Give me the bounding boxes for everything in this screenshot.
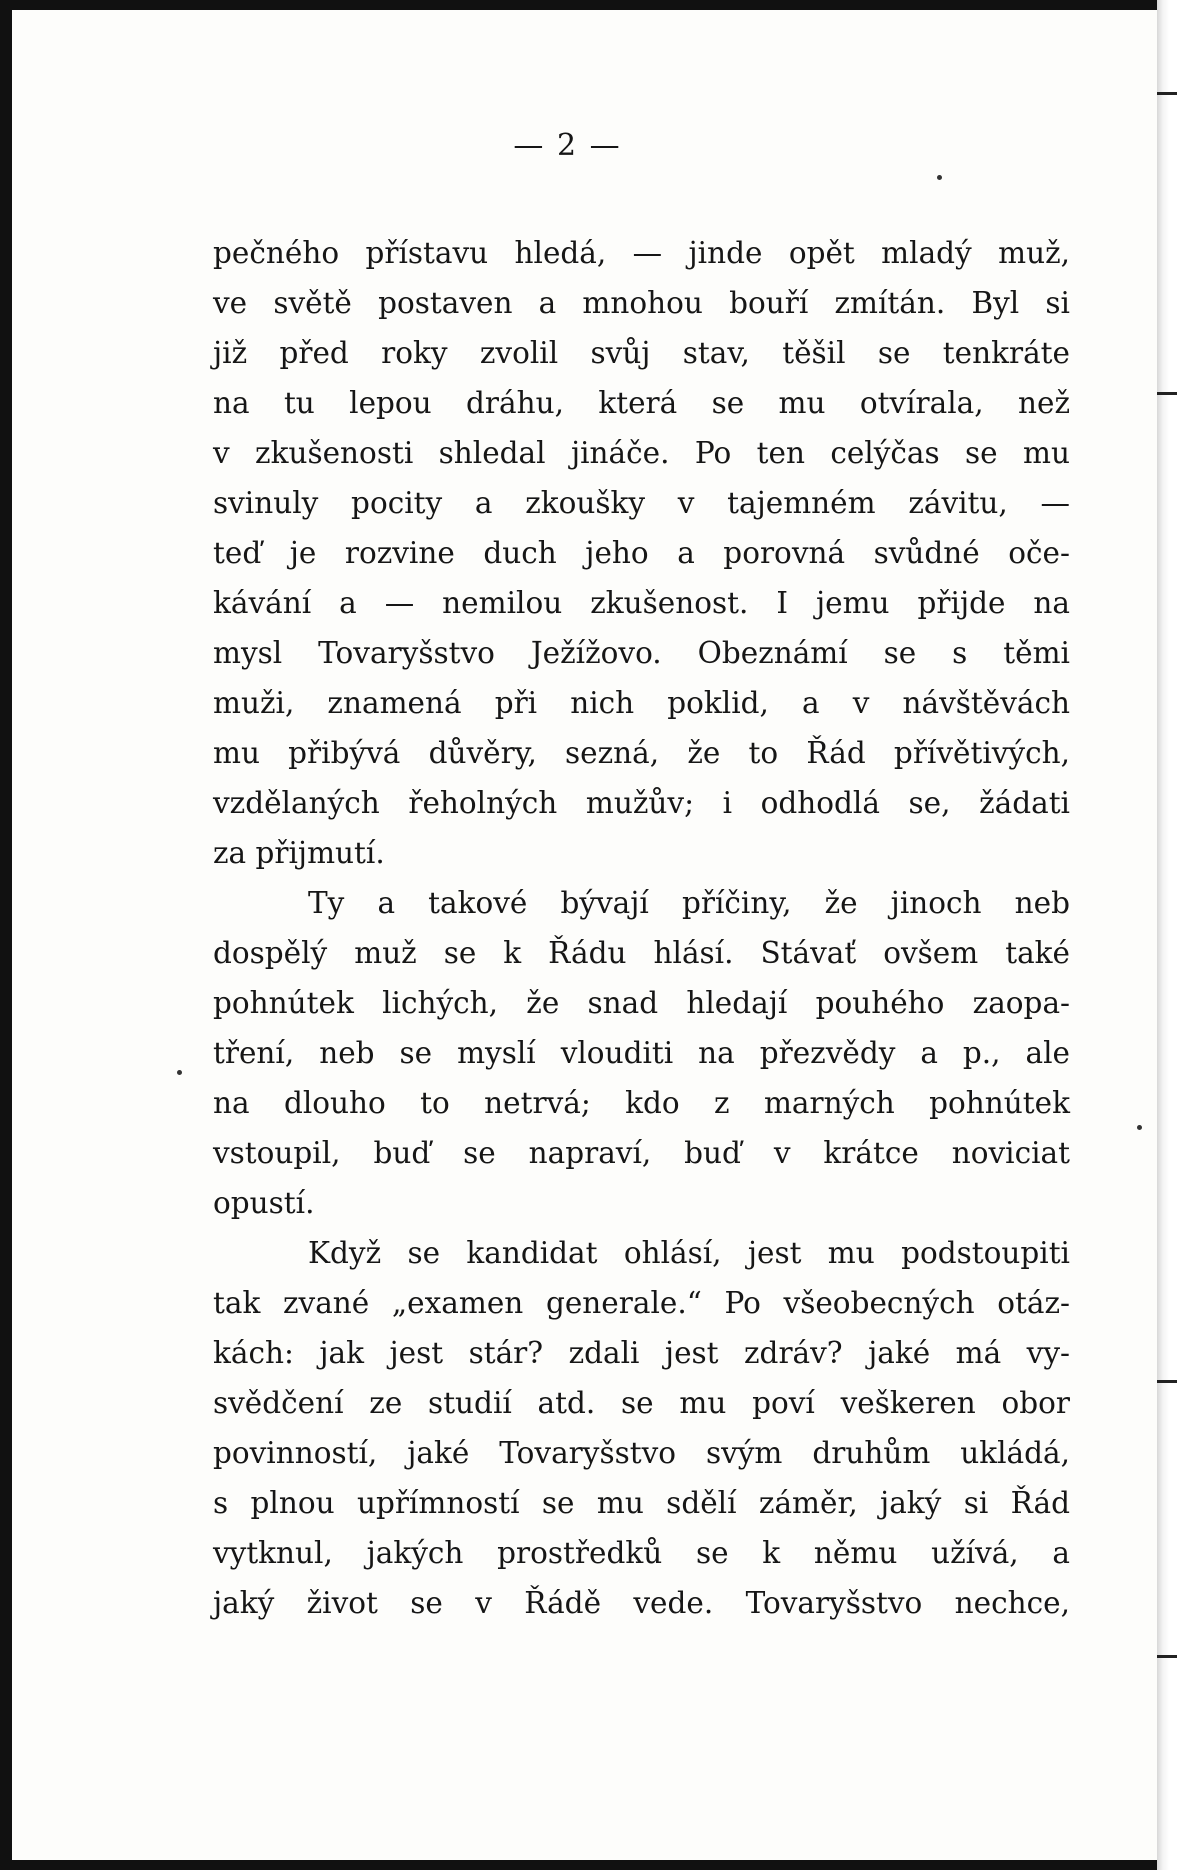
text-line: dospělý muž se k Řádu hlásí. Stávať ovšem také	[213, 936, 1070, 970]
print-speck	[937, 175, 942, 180]
text-line: mysl Tovaryšstvo Ježížovo. Obeznámí se s těmi	[213, 636, 1070, 670]
scan-border-right	[1157, 0, 1177, 1870]
text-line: kávání a — nemilou zkušenost. I jemu přijde na	[213, 586, 1070, 620]
text-line: jaký život se v Řádě vede. Tovaryšstvo nechce,	[213, 1586, 1070, 1620]
text-line: vstoupil, buď se napraví, buď v krátce noviciat	[213, 1136, 1070, 1170]
text-line: kách: jak jest stár? zdali jest zdráv? jaké má vy-	[213, 1336, 1070, 1370]
paragraph-end-line: za přijmutí.	[213, 836, 385, 870]
paragraph-start-line: Když se kandidat ohlásí, jest mu podstoupiti	[308, 1236, 1070, 1270]
text-line: muži, znamená při nich poklid, a v návštěvách	[213, 686, 1070, 720]
text-line: svědčení ze studií atd. se mu poví veškeren obor	[213, 1386, 1070, 1420]
text-line: s plnou upřímností se mu sdělí záměr, jaký si Řád	[213, 1486, 1070, 1520]
text-line: vzdělaných řeholných mužův; i odhodlá se, žádati	[213, 786, 1070, 820]
text-line: již před roky zvolil svůj stav, těšil se tenkráte	[213, 336, 1070, 370]
text-line: tření, neb se myslí vlouditi na přezvědy a p., ale	[213, 1036, 1070, 1070]
text-line: mu přibývá důvěry, sezná, že to Řád přívětivých,	[213, 736, 1070, 770]
text-line: v zkušenosti shledal jináče. Po ten celýčas se mu	[213, 436, 1070, 470]
text-line: povinností, jaké Tovaryšstvo svým druhům ukládá,	[213, 1436, 1070, 1470]
text-line: ve světě postaven a mnohou bouří zmítán. Byl si	[213, 286, 1070, 320]
text-line: na dlouho to netrvá; kdo z marných pohnútek	[213, 1086, 1070, 1120]
print-speck	[1137, 1125, 1142, 1130]
paragraph-start-line: Ty a takové bývají příčiny, že jinoch neb	[308, 886, 1070, 920]
page-number: — 2 —	[513, 128, 622, 163]
scan-border-top	[0, 0, 1177, 10]
print-speck	[177, 1070, 182, 1075]
text-line: svinuly pocity a zkoušky v tajemném závitu, —	[213, 486, 1070, 520]
text-line: teď je rozvine duch jeho a porovná svůdné oče-	[213, 536, 1070, 570]
text-line: pohnútek lichých, že snad hledají pouhého zaopa-	[213, 986, 1070, 1020]
scan-border-bottom	[0, 1860, 1177, 1870]
text-line: na tu lepou dráhu, která se mu otvírala, než	[213, 386, 1070, 420]
paragraph-end-line: opustí.	[213, 1186, 315, 1220]
scan-border-left	[0, 0, 12, 1870]
page-body-text	[213, 228, 1070, 1628]
text-line: pečného přístavu hledá, — jinde opět mladý muž,	[213, 236, 1070, 270]
text-line: vytknul, jakých prostředků se k němu užívá, a	[213, 1536, 1070, 1570]
text-line: tak zvané „examen generale.“ Po všeobecných otáz-	[213, 1286, 1070, 1320]
